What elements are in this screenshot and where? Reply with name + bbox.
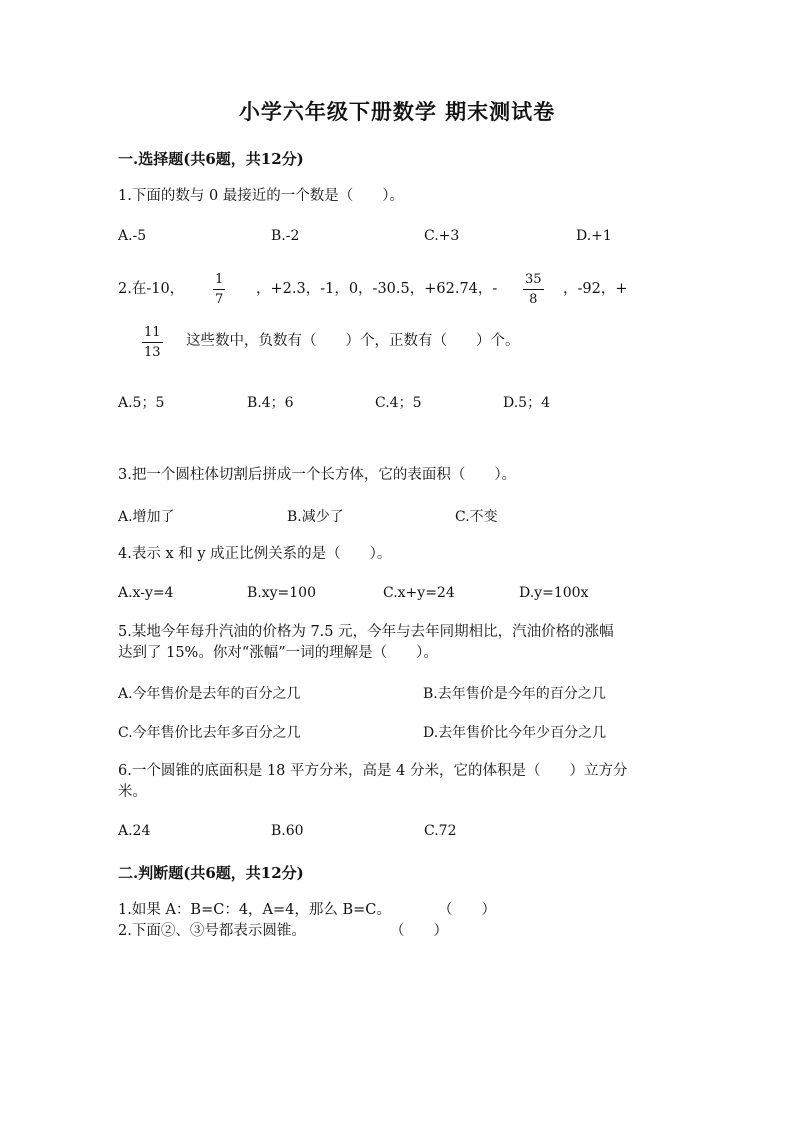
fraction-11-thirteenths — [142, 325, 163, 361]
question-3-option-a: A.增加了 — [118, 509, 175, 525]
fraction-numerator: 1 — [215, 272, 224, 287]
fraction-numerator: 11 — [144, 325, 161, 340]
fraction-denominator: 8 — [529, 292, 538, 307]
question-6-option-c: C.72 — [424, 823, 457, 839]
question-2-part2: ，+2.3，-1，0，-30.5，+62.74，- — [256, 281, 498, 297]
judgement-1-blank: （ ） — [438, 902, 496, 918]
question-2-option-b: B.4；6 — [247, 395, 294, 411]
question-2-part3: ，-92，+ — [563, 281, 628, 297]
judgement-2-blank: （ ） — [390, 923, 448, 939]
question-6-line1: 6.一个圆锥的底面积是 18 平方分米，高是 4 分米，它的体积是（ ）立方分 — [118, 763, 628, 779]
question-1-stem: 1.下面的数与 0 最接近的一个数是（ ）。 — [118, 188, 405, 204]
question-2-part1: 2.在-10， — [118, 281, 185, 297]
question-1-option-b: B.-2 — [271, 228, 300, 244]
question-1-option-a: A.-5 — [118, 228, 147, 244]
fraction-bar — [213, 289, 225, 290]
question-4-option-c: C.x+y=24 — [383, 585, 455, 601]
question-6-option-b: B.60 — [271, 823, 304, 839]
question-4-option-b: B.xy=100 — [247, 585, 316, 601]
question-6-line2: 米。 — [118, 784, 147, 800]
fraction-denominator: 7 — [215, 292, 224, 307]
question-4-stem: 4.表示 x 和 y 成正比例关系的是（ ）。 — [118, 546, 392, 562]
question-1-option-d: D.+1 — [576, 228, 612, 244]
question-2-option-a: A.5；5 — [118, 395, 165, 411]
section-heading-judgement: 二.判断题(共6题，共12分) — [118, 864, 304, 882]
fraction-denominator: 13 — [144, 345, 161, 360]
question-5-line2: 达到了 15%。你对“涨幅”一词的理解是（ ）。 — [118, 645, 438, 661]
fraction-numerator: 35 — [525, 272, 542, 287]
question-3-stem: 3.把一个圆柱体切割后拼成一个长方体，它的表面积（ ）。 — [118, 467, 517, 483]
question-3-option-c: C.不变 — [455, 509, 498, 525]
question-4-option-a: A.x-y=4 — [118, 585, 174, 601]
page-title: 小学六年级下册数学 期末测试卷 — [238, 99, 556, 124]
fraction-35-eighths — [523, 272, 544, 308]
question-5-option-d: D.去年售价比今年少百分之几 — [423, 725, 607, 741]
fraction-bar — [523, 289, 544, 290]
question-6-option-a: A.24 — [118, 823, 151, 839]
section-heading-choice: 一.选择题(共6题，共12分) — [118, 150, 304, 168]
fraction-bar — [142, 342, 163, 343]
judgement-1-stem: 1.如果 A：B=C：4，A=4，那么 B=C。 — [118, 902, 391, 918]
question-4-option-d: D.y=100x — [519, 585, 589, 601]
fraction-one-seventh — [213, 272, 225, 308]
question-2-option-d: D.5；4 — [503, 395, 550, 411]
judgement-2-stem: 2.下面②、③号都表示圆锥。 — [118, 923, 306, 939]
question-2-option-c: C.4；5 — [375, 395, 422, 411]
question-5-line1: 5.某地今年每升汽油的价格为 7.5 元，今年与去年同期相比，汽油价格的涨幅 — [118, 624, 614, 640]
question-3-option-b: B.减少了 — [287, 509, 344, 525]
question-5-option-c: C.今年售价比去年多百分之几 — [118, 725, 301, 741]
question-5-option-b: B.去年售价是今年的百分之几 — [423, 686, 606, 702]
question-5-option-a: A.今年售价是去年的百分之几 — [118, 686, 301, 702]
question-1-option-c: C.+3 — [424, 228, 460, 244]
question-2-part4: 这些数中，负数有（ ）个，正数有（ ）个。 — [186, 333, 520, 349]
